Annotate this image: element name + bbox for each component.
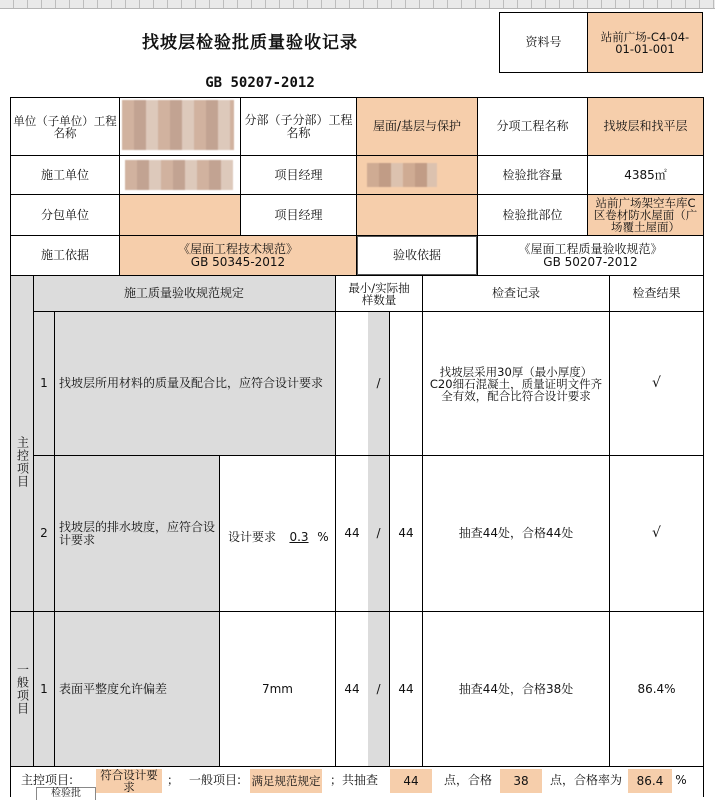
footer-general-value[interactable]: 满足规范规定: [250, 769, 322, 793]
item-label: 分项工程名称: [496, 119, 569, 133]
row-result[interactable]: √: [652, 375, 661, 391]
subcontractor-label: 分包单位: [40, 207, 89, 222]
column-ruler: [0, 0, 715, 9]
doc-no-value[interactable]: 站前广场-C4-04-01-01-001: [588, 13, 702, 72]
row-slash: /: [376, 526, 381, 540]
row-result[interactable]: √: [652, 525, 661, 541]
row-min[interactable]: [336, 312, 368, 455]
row-req[interactable]: 7mm: [261, 681, 293, 696]
footer-pass-label: 点，合格: [443, 772, 492, 787]
req-unit: %: [317, 529, 329, 544]
row-desc: 找坡层的排水坡度，应符合设计要求: [59, 519, 216, 547]
row-min[interactable]: 44: [344, 681, 360, 696]
req-value[interactable]: 0.3: [289, 529, 309, 544]
row-record[interactable]: 找坡层采用30厚（最小厚度）C20细石混凝土，质量证明文件齐全有效，配合比符合设计要求: [429, 364, 603, 403]
col-sample-header: 最小/实际抽样数量: [348, 280, 410, 307]
row-desc: 找坡层所用材料的质量及配合比，应符合设计要求: [59, 376, 324, 390]
general-group-label: 一般项目: [15, 663, 30, 715]
pm2-value[interactable]: [357, 195, 477, 235]
footer-rate-unit: %: [675, 772, 687, 787]
row-min[interactable]: 44: [344, 526, 360, 540]
item-value[interactable]: 找坡层和找平层: [588, 98, 703, 155]
contractor-label: 施工单位: [40, 167, 89, 182]
subcontractor-value[interactable]: [120, 195, 240, 235]
row-slash: /: [376, 376, 381, 390]
location-label: 检验批部位: [502, 207, 563, 222]
redacted-blur: [367, 163, 437, 187]
row-no: 1: [40, 681, 48, 696]
accept-basis-value[interactable]: 《屋面工程质量验收规范》 GB 50207-2012: [518, 241, 663, 269]
row-desc: 表面平整度允许偏差: [59, 681, 168, 696]
location-value[interactable]: 站前广场架空车库C区卷材防水屋面（广场覆土屋面）: [588, 195, 703, 235]
accept-basis-label[interactable]: 验收依据: [357, 236, 477, 275]
sub-value[interactable]: 屋面/基层与保护: [357, 98, 477, 155]
footer-main-value[interactable]: 符合设计要求: [96, 769, 162, 793]
footer-total-label: ；共抽查: [329, 772, 378, 787]
sheet-tab[interactable]: 检验批: [36, 787, 96, 800]
footer-rate-label: 点，合格率为: [549, 772, 622, 787]
capacity-label: 检验批容量: [502, 167, 563, 182]
row-record[interactable]: 抽查44处，合格38处: [458, 681, 574, 696]
unit-label: 单位（子单位）工程名称: [13, 113, 117, 140]
footer-total-value[interactable]: 44: [390, 769, 432, 793]
row-actual[interactable]: 44: [398, 526, 414, 540]
row-no: 2: [40, 526, 48, 540]
col-result-header: 检查结果: [632, 286, 681, 300]
pm2-label: 项目经理: [274, 207, 323, 222]
redacted-blur: [125, 160, 233, 190]
page-title: 找坡层检验批质量验收记录: [142, 32, 358, 53]
pm-label: 项目经理: [274, 167, 323, 182]
sub-label: 分部（子分部）工程名称: [244, 112, 353, 140]
redacted-blur: [122, 100, 234, 150]
row-no: 1: [40, 376, 48, 390]
col-spec-header: 施工质量验收规范规定: [123, 286, 244, 300]
row-actual[interactable]: [390, 312, 422, 455]
col-record-header: 检查记录: [491, 286, 540, 300]
footer-general-label: 一般项目:: [188, 772, 242, 787]
doc-no-label: 资料号: [525, 35, 562, 49]
row-result[interactable]: 86.4%: [637, 681, 676, 696]
row-slash: /: [376, 681, 381, 696]
basis-label: 施工依据: [40, 248, 89, 262]
footer-semicolon: ；: [166, 772, 179, 787]
footer-pass-value[interactable]: 38: [500, 769, 542, 793]
standard-code: GB 50207-2012: [205, 74, 315, 91]
capacity-value[interactable]: 4385㎡: [588, 156, 703, 194]
row-record[interactable]: 抽查44处，合格44处: [458, 526, 574, 540]
footer-main-label: 主控项目:: [20, 772, 74, 787]
footer-rate-value[interactable]: 86.4: [628, 769, 672, 793]
basis-value[interactable]: 《屋面工程技术规范》 GB 50345-2012: [120, 236, 356, 275]
req-label: 设计要求: [227, 529, 276, 544]
main-group-label: 主控项目: [15, 435, 30, 488]
row-actual[interactable]: 44: [398, 681, 414, 696]
